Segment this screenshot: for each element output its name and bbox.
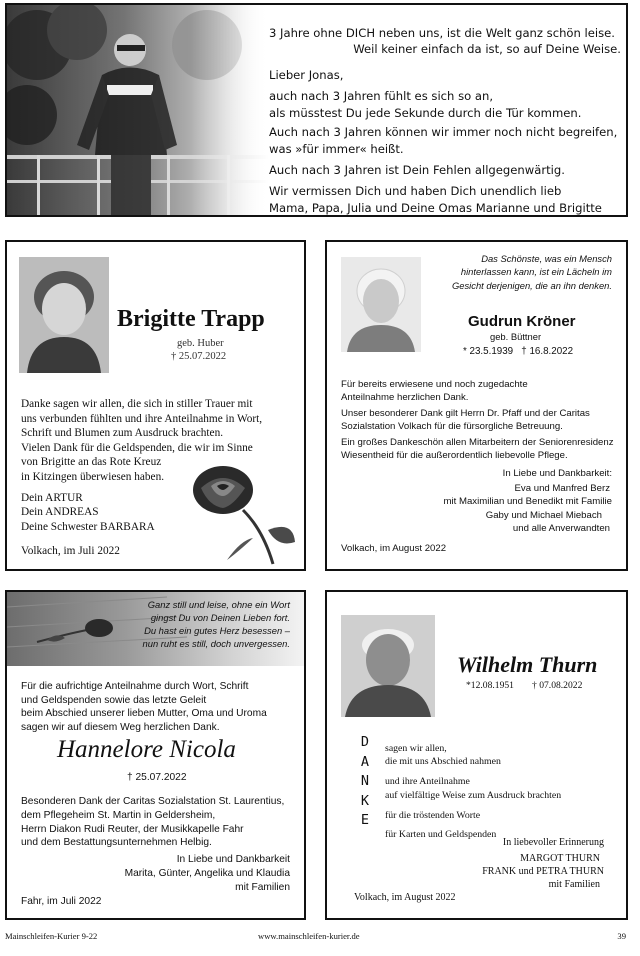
- danke-letter: N: [360, 773, 370, 789]
- trapp-notice: [5, 240, 306, 571]
- nicola-quote-line: nun ruht es still, doch unvergessen.: [142, 638, 290, 649]
- trapp-name: Brigitte Trapp: [117, 306, 265, 332]
- thurn-line: sagen wir allen,: [385, 743, 447, 754]
- jonas-p3: Auch nach 3 Jahren ist Dein Fehlen allgegenwärtig.: [269, 163, 565, 178]
- kroener-signer: und alle Anverwandten: [512, 522, 610, 534]
- nicola-signer: mit Familien: [235, 882, 290, 893]
- jonas-salutation: Lieber Jonas,: [269, 68, 344, 82]
- danke-letter: A: [360, 753, 370, 770]
- nicola-p1-line: sagen wir auf diesem Weg herzlichen Dank.: [21, 721, 220, 733]
- trapp-portrait: [19, 257, 109, 373]
- jonas-line-1: 3 Jahre ohne DICH neben uns, ist die Welt ganz schön leise.: [269, 26, 615, 40]
- jonas-p2-line: Auch nach 3 Jahren können wir immer noch nicht begreifen,: [269, 125, 618, 140]
- trapp-born-name: geb. Huber: [177, 338, 224, 349]
- nicola-quote-line: Du hast ein gutes Herz besessen –: [144, 625, 290, 636]
- thurn-born: *12.08.1951: [466, 680, 514, 691]
- thurn-line: auf vielfältige Weise zum Ausdruck brachten: [385, 789, 562, 801]
- kroener-quote-line: Gesicht derjenigen, die an ihn denken.: [451, 279, 612, 291]
- nicola-p2-line: Besonderen Dank der Caritas Sozialstation St. Laurentius,: [21, 796, 285, 807]
- kroener-p1-line: Anteilnahme herzlichen Dank.: [341, 392, 469, 403]
- nicola-closing: In Liebe und Dankbarkeit: [176, 854, 290, 865]
- thurn-signer: mit Familien: [548, 879, 600, 890]
- nicola-signer: Marita, Günter, Angelika und Klaudia: [124, 868, 290, 879]
- rose-image: [183, 460, 301, 566]
- kroener-p3-line: Ein großes Dankeschön allen Mitarbeitern der Seniorenresidenz: [341, 437, 614, 448]
- nicola-death: † 25.07.2022: [127, 772, 187, 783]
- kroener-dates: * 23.5.1939 † 16.8.2022: [463, 346, 574, 357]
- trapp-signer: Dein ARTUR: [21, 491, 83, 504]
- footer-publication: Mainschleifen-Kurier 9-22: [5, 931, 98, 941]
- trapp-p1-line: Schrift und Blumen zum Ausdruck brachten.: [21, 427, 224, 440]
- jonas-p4-line: Wir vermissen Dich und haben Dich unendlich lieb: [269, 184, 562, 199]
- trapp-p1-line: uns verbunden fühlten und ihre Anteilnahme in Wort,: [21, 412, 263, 425]
- thurn-portrait: [341, 615, 435, 717]
- trapp-death: † 25.07.2022: [171, 351, 227, 362]
- footer-website[interactable]: www.mainschleifen-kurier.de: [258, 931, 360, 941]
- nicola-name: Hannelore Nicola: [57, 736, 236, 763]
- thurn-line: für Karten und Geldspenden: [385, 829, 497, 841]
- kroener-notice: [325, 240, 628, 571]
- danke-letter: D: [360, 734, 370, 750]
- thurn-closing: In liebevoller Erinnerung: [502, 837, 604, 848]
- thurn-name: Wilhelm Thurn: [457, 652, 598, 677]
- kroener-quote-line: hinterlassen kann, ist ein Lächeln im: [460, 266, 612, 278]
- nicola-place-date: Fahr, im Juli 2022: [21, 896, 102, 907]
- trapp-p2-line: in Kitzingen überwiesen haben.: [21, 470, 165, 483]
- jonas-line-2: Weil keiner einfach da ist, so auf Deine Weise.: [353, 42, 621, 56]
- danke-letter: E: [360, 812, 370, 828]
- kroener-p2-line: Sozialstation Volkach für die fürsorgliche Betreuung.: [341, 421, 563, 432]
- thurn-line: für die tröstenden Worte: [385, 809, 481, 821]
- trapp-place-date: Volkach, im Juli 2022: [21, 545, 120, 557]
- thurn-line: die mit uns Abschied nahmen: [385, 756, 501, 768]
- kroener-quote-line: Das Schönste, was ein Mensch: [481, 253, 612, 264]
- nicola-p1-line: beim Abschied unserer lieben Mutter, Oma und Uroma: [21, 708, 267, 720]
- jonas-p4-line: Mama, Papa, Julia und Deine Omas Marianne und Brigitte: [269, 200, 602, 215]
- trapp-signer: Deine Schwester BARBARA: [21, 520, 155, 533]
- footer-page-number: 39: [617, 931, 626, 941]
- kroener-closing: In Liebe und Dankbarkeit:: [502, 468, 612, 479]
- nicola-p1-line: und Geldspenden sowie das letzte Geleit: [21, 694, 207, 706]
- nicola-notice: [5, 590, 306, 920]
- nicola-quote-line: gingst Du von Deinen Lieben fort.: [150, 612, 290, 623]
- jonas-p2-line: was »für immer« heißt.: [269, 141, 404, 156]
- kroener-signer: Eva und Manfred Berz: [514, 483, 610, 495]
- thurn-death: † 07.08.2022: [532, 680, 583, 691]
- danke-letter: K: [360, 792, 370, 809]
- thurn-signer: MARGOT THURN: [520, 853, 600, 864]
- thurn-signer: FRANK und PETRA THURN: [482, 866, 604, 877]
- trapp-p1-line: Danke sagen wir allen, die sich in stiller Trauer mit: [21, 398, 253, 410]
- nicola-quote-line: Ganz still und leise, ohne ein Wort: [147, 599, 290, 610]
- thurn-line: und ihre Anteilnahme: [385, 776, 470, 788]
- nicola-p2-line: Herrn Diakon Rudi Reuter, der Musikkapelle Fahr: [21, 823, 244, 835]
- trapp-p2-line: Vielen Dank für die Geldspenden, die wir im Sinne: [21, 441, 253, 454]
- jonas-p1-line: auch nach 3 Jahren fühlt es sich so an,: [269, 89, 494, 104]
- kroener-signer: Gaby und Michael Miebach: [485, 509, 602, 521]
- trapp-p2-line: von Brigitte an das Rote Kreuz: [21, 456, 162, 469]
- nicola-p2-line: dem Pflegeheim St. Martin in Geldersheim,: [21, 809, 216, 821]
- kroener-p2-line: Unser besonderer Dank gilt Herrn Dr. Pfaff und der Caritas: [341, 408, 590, 419]
- jonas-photo: [7, 5, 269, 215]
- kroener-name: Gudrun Kröner: [468, 313, 576, 330]
- thurn-notice: [325, 590, 628, 920]
- kroener-p1-line: Für bereits erwiesene und noch zugedachte: [341, 379, 528, 390]
- kroener-born-name: geb. Büttner: [490, 331, 542, 342]
- kroener-place-date: Volkach, im August 2022: [341, 543, 447, 554]
- jonas-notice: [5, 3, 628, 217]
- trapp-signer: Dein ANDREAS: [21, 506, 99, 519]
- kroener-signer: mit Maximilian und Benedikt mit Familie: [443, 496, 612, 508]
- nicola-p1-line: Für die aufrichtige Anteilnahme durch Wort, Schrift: [21, 681, 249, 692]
- danke-vertical: [357, 733, 373, 831]
- nicola-p2-line: und dem Bestattungsunternehmen Helbig.: [21, 837, 212, 849]
- kroener-portrait: [341, 257, 421, 352]
- kroener-p3-line: Wiesentheid für die außerordentlich liebevolle Pflege.: [341, 450, 568, 461]
- thurn-place-date: Volkach, im August 2022: [354, 892, 456, 903]
- jonas-p1-line: als müsstest Du jede Sekunde durch die Tür kommen.: [269, 105, 582, 120]
